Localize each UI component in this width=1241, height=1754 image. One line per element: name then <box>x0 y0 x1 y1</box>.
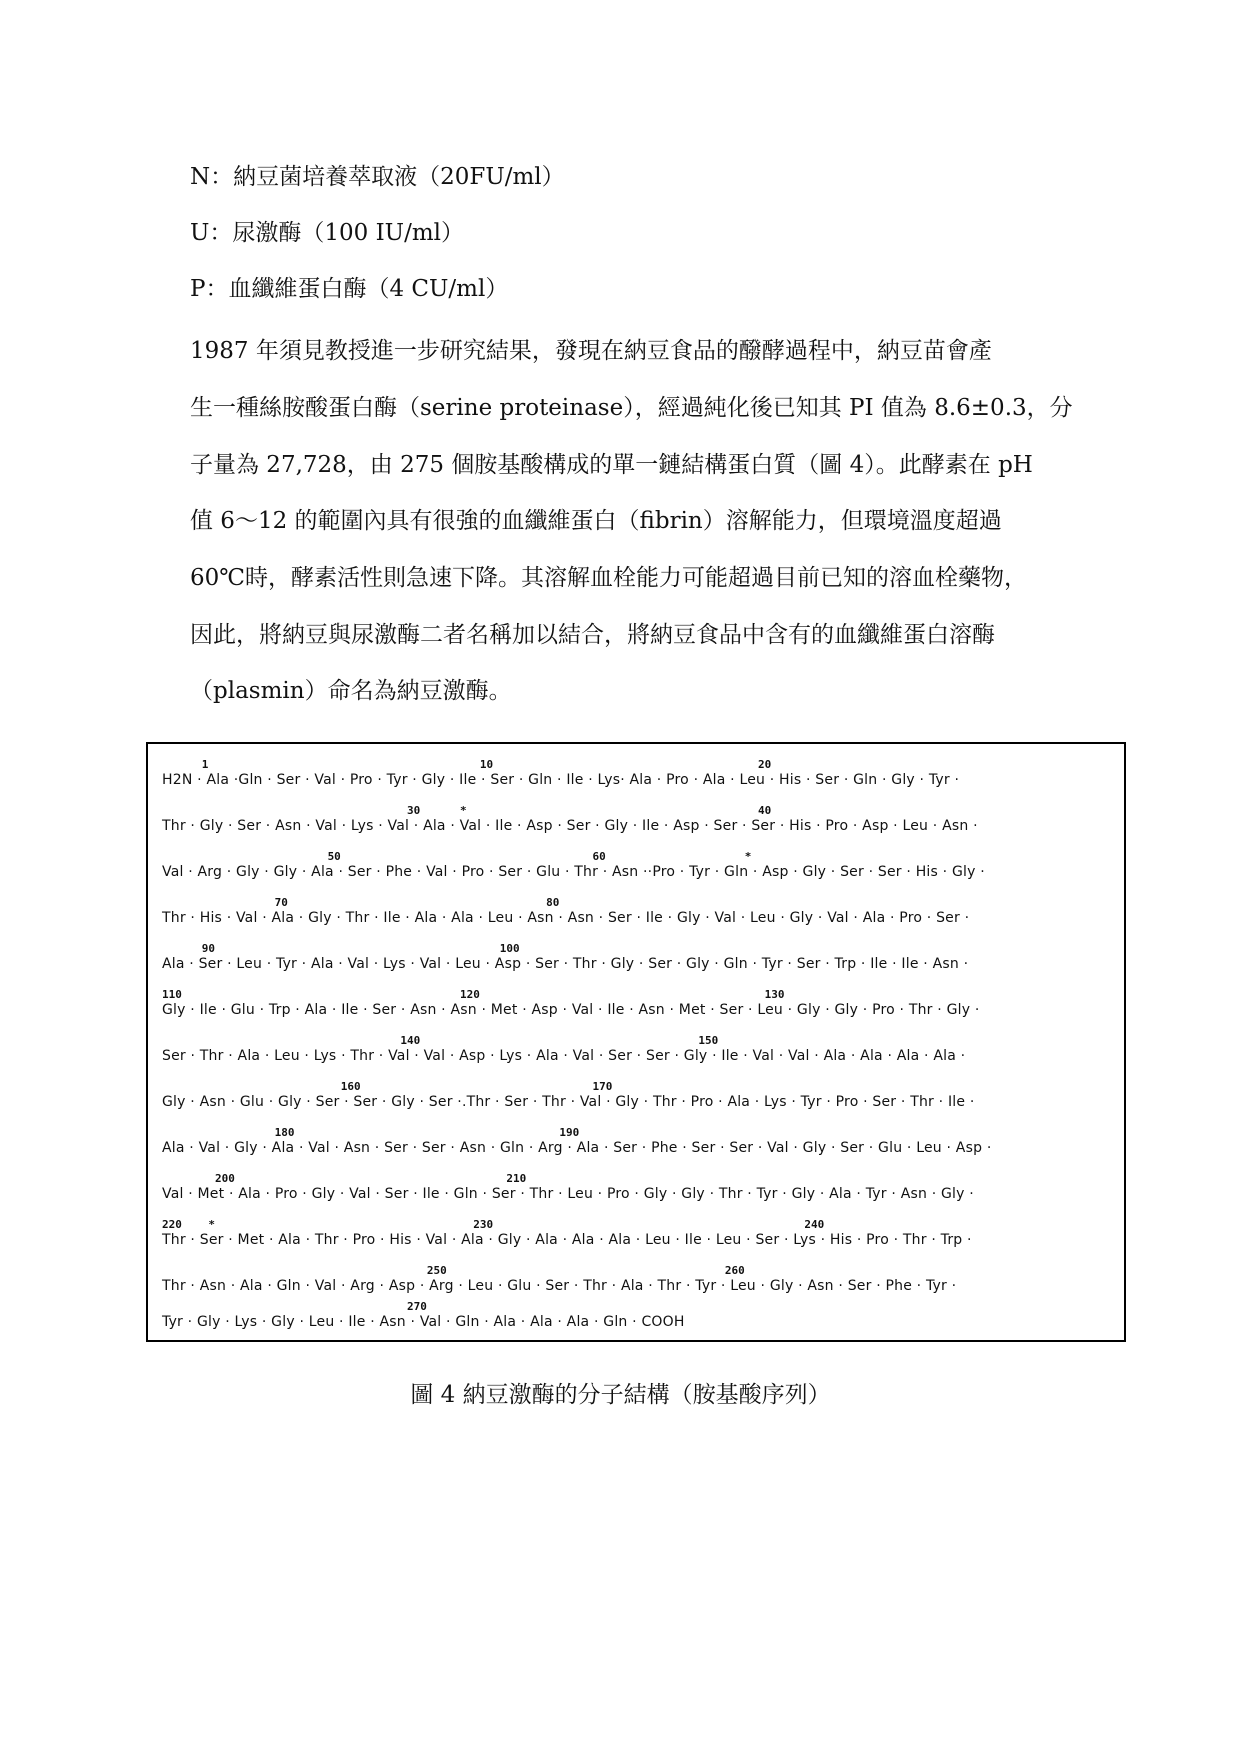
paragraph-line: 因此，將納豆與尿激酶二者名稱加以結合，將納豆食品中含有的血纖維蛋白溶酶 <box>190 622 995 648</box>
amino-acid-sequence-figure <box>146 742 1126 1342</box>
sequence-row <box>162 1172 1110 1218</box>
residue-sequence: Thr · Gly · Ser · Asn · Val · Lys · Val · Ala · Val · Ile · Asp · Ser · Gly · Ile · Asp · Ser · Ser · His · Pro · Asp · Leu · Asn · <box>162 818 978 834</box>
residue-sequence: Gly · Asn · Glu · Gly · Ser · Ser · Gly · Ser ·.Thr · Ser · Thr · Val · Gly · Thr · Pro · Ala · Lys · Tyr · Pro · Ser · Thr · Ile · <box>162 1094 975 1110</box>
figure-caption: 圖 4 納豆激酶的分子結構（胺基酸序列） <box>410 1382 831 1408</box>
residue-numbers: 90 100 <box>162 942 520 955</box>
residue-sequence: Ala · Val · Gly · Ala · Val · Asn · Ser · Ser · Asn · Gln · Arg · Ala · Ser · Phe · Ser · Ser · Val · Gly · Ser · Glu · Leu · Asp · <box>162 1140 992 1156</box>
sequence-row <box>162 804 1110 850</box>
paragraph-line: （plasmin）命名為納豆激酶。 <box>190 678 512 704</box>
paragraph-line: 1987 年須見教授進一步研究結果，發現在納豆食品的醱酵過程中，納豆苗會產 <box>190 338 992 364</box>
residue-sequence: Tyr · Gly · Lys · Gly · Leu · Ile · Asn · Val · Gln · Ala · Ala · Ala · Gln · COOH <box>162 1314 685 1330</box>
residue-numbers: 140 150 <box>162 1034 719 1047</box>
residue-numbers: 50 60 * <box>162 850 752 863</box>
residue-sequence: Val · Arg · Gly · Gly · Ala · Ser · Phe · Val · Pro · Ser · Glu · Thr · Asn ··Pro · Tyr · Gln · Asp · Gly · Ser · Ser · His · Gly · <box>162 864 985 880</box>
residue-numbers: 110 120 130 <box>162 988 785 1001</box>
residue-numbers: 160 170 <box>162 1080 613 1093</box>
residue-numbers: 1 10 20 <box>162 758 772 771</box>
residue-numbers: 180 190 <box>162 1126 580 1139</box>
residue-numbers: 30 * 40 <box>162 804 772 817</box>
paragraph-line: 值 6～12 的範圍內具有很強的血纖維蛋白（fibrin）溶解能力，但環境溫度超過 <box>190 508 1002 534</box>
residue-numbers: 270 <box>162 1300 427 1313</box>
sequence-row <box>162 896 1110 942</box>
sequence-row <box>162 1034 1110 1080</box>
residue-numbers: 200 210 <box>162 1172 527 1185</box>
sequence-row <box>162 1126 1110 1172</box>
residue-sequence: Gly · Ile · Glu · Trp · Ala · Ile · Ser · Asn · Asn · Met · Asp · Val · Ile · Asn · Met · Ser · Leu · Gly · Gly · Pro · Thr · Gly · <box>162 1002 980 1018</box>
residue-sequence: H2N · Ala ·Gln · Ser · Val · Pro · Tyr · Gly · Ile · Ser · Gln · Ile · Lys· Ala · Pro · Ala · Leu · His · Ser · Gln · Gly · Tyr · <box>162 772 960 788</box>
sequence-row <box>162 988 1110 1034</box>
residue-sequence: Thr · Asn · Ala · Gln · Val · Arg · Asp · Arg · Leu · Glu · Ser · Thr · Ala · Thr · Tyr · Leu · Gly · Asn · Ser · Phe · Tyr · <box>162 1278 957 1294</box>
residue-numbers: 250 260 <box>162 1264 745 1277</box>
sequence-row <box>162 942 1110 988</box>
sequence-row <box>162 1080 1110 1126</box>
residue-numbers: 220 * 230 240 <box>162 1218 825 1231</box>
sequence-row <box>162 758 1110 804</box>
sequence-row <box>162 1218 1110 1264</box>
residue-sequence: Ala · Ser · Leu · Tyr · Ala · Val · Lys · Val · Leu · Asp · Ser · Thr · Gly · Ser · Gly · Gln · Tyr · Ser · Trp · Ile · Ile · Asn · <box>162 956 969 972</box>
residue-sequence: Ser · Thr · Ala · Leu · Lys · Thr · Val · Val · Asp · Lys · Ala · Val · Ser · Ser · Gly · Ile · Val · Val · Ala · Ala · Ala · Ala · <box>162 1048 966 1064</box>
paragraph-line: 子量為 27,728，由 275 個胺基酸構成的單一鏈結構蛋白質（圖 4）。此酵素在 pH <box>190 452 1033 478</box>
residue-sequence: Val · Met · Ala · Pro · Gly · Val · Ser · Ile · Gln · Ser · Thr · Leu · Pro · Gly · Gly · Thr · Tyr · Gly · Ala · Tyr · Asn · Gly · <box>162 1186 974 1202</box>
sequence-row <box>162 1300 1110 1346</box>
paragraph-line: 60℃時，酵素活性則急速下降。其溶解血栓能力可能超過目前已知的溶血栓藥物， <box>190 565 1027 591</box>
legend-line-n: N：納豆菌培養萃取液（20FU/ml） <box>190 164 565 190</box>
legend-line-p: P：血纖維蛋白酶（4 CU/ml） <box>190 276 509 302</box>
legend-line-u: U：尿激酶（100 IU/ml） <box>190 220 464 246</box>
residue-numbers: 70 80 <box>162 896 560 909</box>
residue-sequence: Thr · His · Val · Ala · Gly · Thr · Ile · Ala · Ala · Leu · Asn · Asn · Ser · Ile · Gly · Val · Leu · Gly · Val · Ala · Pro · Ser · <box>162 910 970 926</box>
residue-sequence: Thr · Ser · Met · Ala · Thr · Pro · His · Val · Ala · Gly · Ala · Ala · Ala · Leu · Ile · Leu · Ser · Lys · His · Pro · Thr · Trp · <box>162 1232 972 1248</box>
paragraph-line: 生一種絲胺酸蛋白酶（serine proteinase），經過純化後已知其 PI 值為 8.6±0.3，分 <box>190 395 1073 421</box>
sequence-row <box>162 850 1110 896</box>
